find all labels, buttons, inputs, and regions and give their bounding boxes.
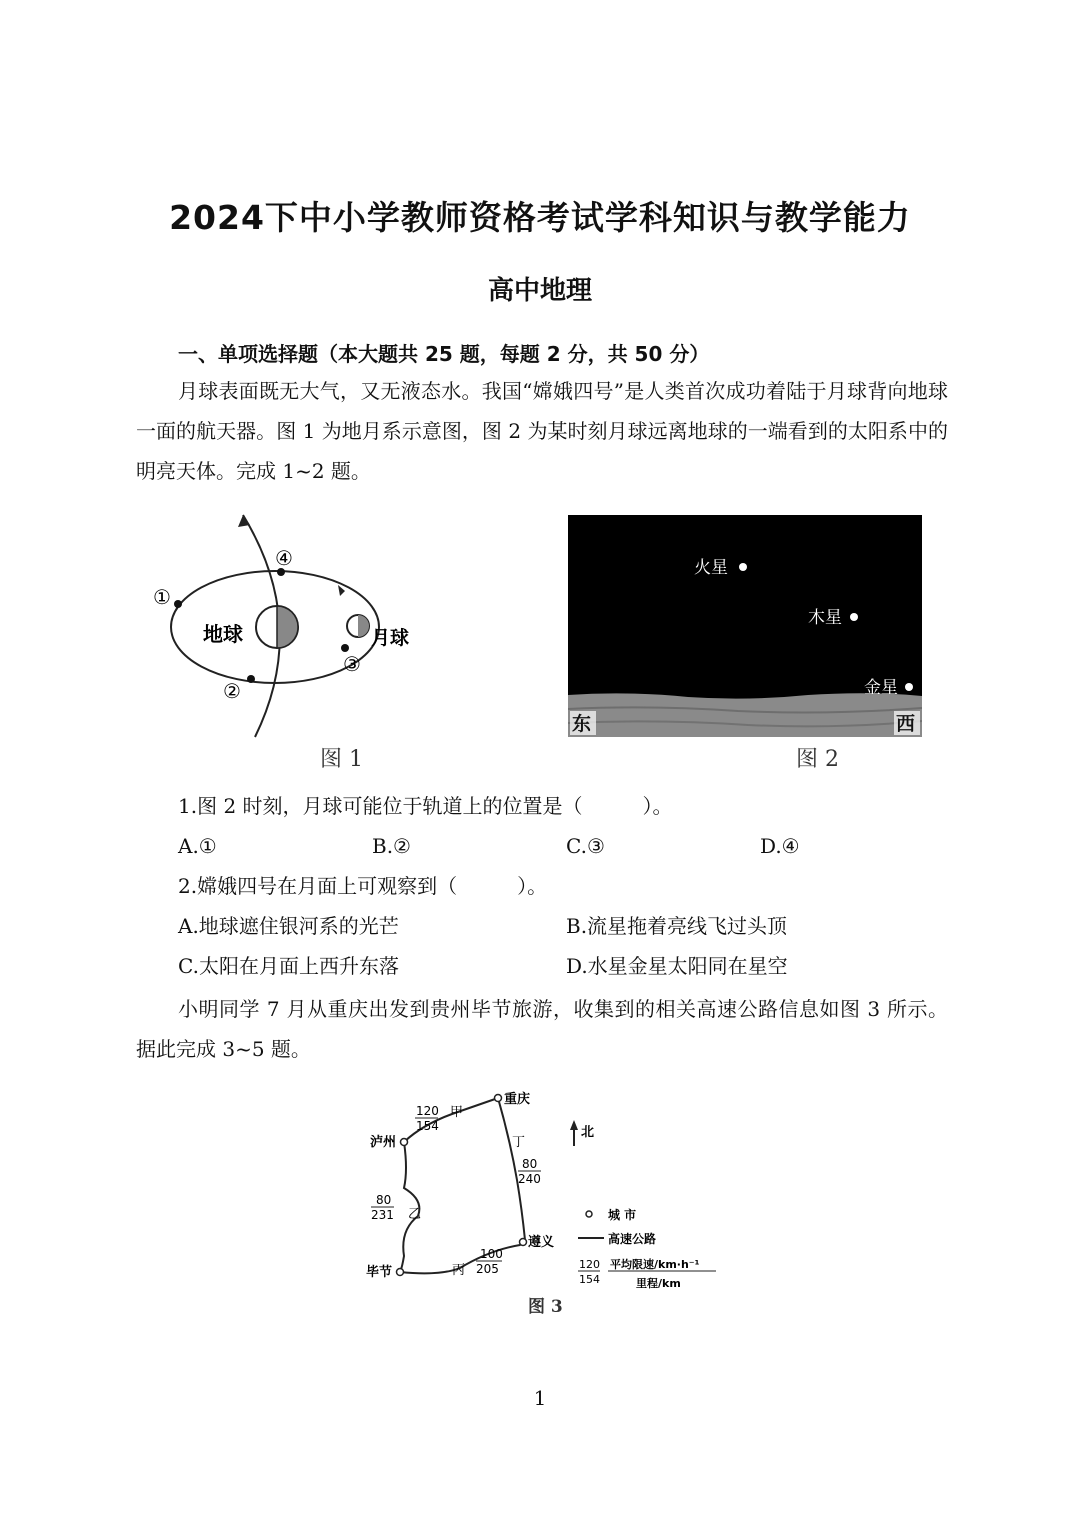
page-number: 1	[533, 1386, 547, 1410]
q2-option-a: A.地球遮住银河系的光芒	[178, 914, 399, 938]
label-bing-speed: 100	[480, 1247, 503, 1261]
lunar-surface	[568, 693, 922, 737]
city-chongqing: 重庆	[504, 1092, 531, 1107]
segment-ding: 丁	[512, 1135, 526, 1150]
legend-sample-speed: 120	[579, 1258, 600, 1271]
mars-label: 火星	[694, 558, 728, 578]
label-jia-speed: 120	[416, 1104, 439, 1118]
orbit-arrow-head	[238, 515, 250, 527]
segment-bing: 丙	[452, 1263, 466, 1278]
q2-option-b: B.流星拖着亮线飞过头顶	[566, 914, 788, 938]
figure-3	[360, 1080, 730, 1324]
position-3-label: ③	[343, 652, 361, 676]
moon-sky-diagram	[568, 515, 922, 737]
page-title: 2024下中小学教师资格考试学科知识与教学能力	[169, 198, 911, 237]
section-heading: 一、单项选择题（本大题共 25 题，每题 2 分，共 50 分）	[178, 342, 710, 366]
legend-distance: 里程/km	[636, 1277, 681, 1290]
label-yi-distance: 231	[371, 1208, 394, 1222]
east-label: 东	[572, 713, 592, 735]
figure-1-caption: 图 1	[320, 747, 363, 772]
q1-option-c: C.③	[566, 834, 605, 858]
legend-road: 高速公路	[608, 1232, 657, 1246]
question-2-stem: 2.嫦娥四号在月面上可观察到（ ）。	[178, 874, 548, 898]
venus-dot	[905, 683, 913, 691]
position-1-label: ①	[153, 585, 171, 609]
label-ding-speed: 80	[522, 1157, 538, 1171]
label-bing-distance: 205	[476, 1262, 499, 1276]
highway-map	[360, 1080, 730, 1320]
legend-speed: 平均限速/km·h⁻¹	[610, 1258, 700, 1271]
figure-1	[140, 505, 440, 749]
figure-3-caption: 图 3	[528, 1297, 563, 1317]
q1-option-b: B.②	[372, 834, 411, 858]
moon-label: 月球	[371, 627, 410, 649]
legend-sample-distance: 154	[579, 1273, 600, 1286]
page-subtitle: 高中地理	[487, 276, 592, 306]
label-ding-distance: 240	[518, 1172, 541, 1186]
city-zunyi: 遵义	[528, 1235, 555, 1250]
q2-option-d: D.水星金星太阳同在星空	[566, 954, 788, 978]
question-1-stem: 1.图 2 时刻，月球可能位于轨道上的位置是（ ）。	[178, 794, 673, 818]
jupiter-label: 木星	[808, 608, 842, 628]
scenario-paragraph: 小明同学 7 月从重庆出发到贵州毕节旅游，收集到的相关高速公路信息如图 3 所示。据此完成 3~5 题。	[136, 997, 948, 1061]
venus-label: 金星	[864, 678, 898, 698]
west-label: 西	[896, 713, 916, 735]
mars-dot	[739, 563, 747, 571]
figure-2	[568, 515, 922, 741]
segment-yi: 乙	[408, 1207, 422, 1222]
earth-moon-diagram	[140, 505, 440, 745]
city-bijie: 毕节	[366, 1265, 393, 1280]
q1-option-a: A.①	[178, 834, 217, 858]
q1-option-d: D.④	[760, 834, 800, 858]
label-yi-speed: 80	[376, 1193, 392, 1207]
label-jia-distance: 154	[416, 1119, 439, 1133]
position-2-label: ②	[223, 679, 241, 703]
north-label: 北	[581, 1125, 595, 1140]
city-luzhou: 泸州	[370, 1135, 397, 1150]
jupiter-dot	[850, 613, 858, 621]
figure-2-caption: 图 2	[796, 747, 839, 772]
legend-city: 城 市	[608, 1208, 637, 1222]
earth-label: 地球	[203, 622, 243, 646]
position-4-label: ④	[275, 546, 293, 570]
intro-paragraph: 月球表面既无大气，又无液态水。我国“嫦娥四号”是人类首次成功着陆于月球背向地球一面的航天器。图 1 为地月系示意图，图 2 为某时刻月球远离地球的一端看到的太阳系中的明亮天体。完成 1~2 题。	[136, 379, 948, 483]
segment-jia: 甲	[450, 1105, 464, 1120]
q2-option-c: C.太阳在月面上西升东落	[178, 954, 399, 978]
moon-orbit-arrow	[338, 585, 345, 596]
